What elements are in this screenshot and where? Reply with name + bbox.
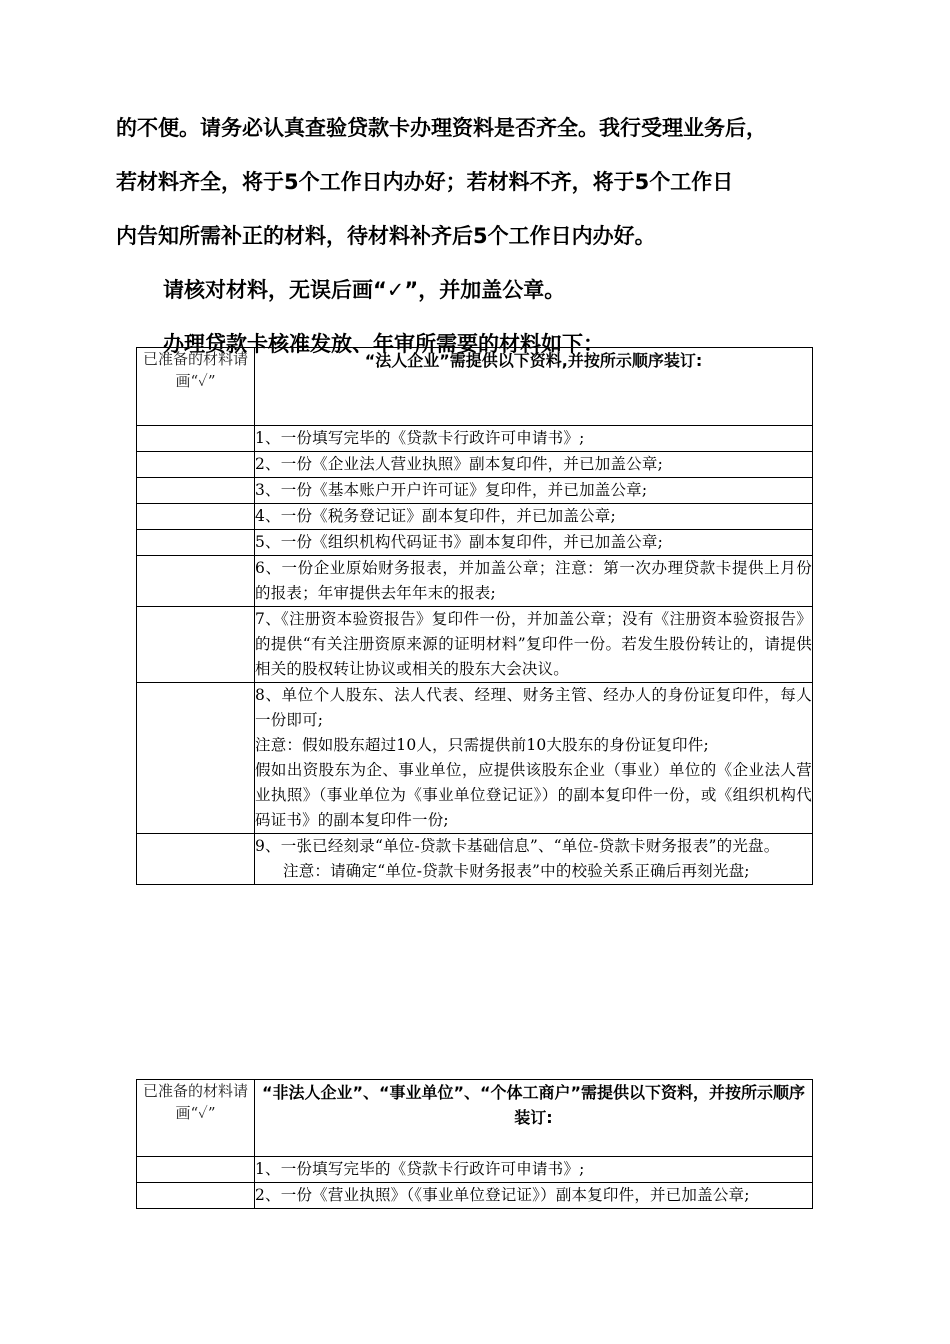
material-item xyxy=(255,1157,813,1183)
check-cell[interactable] xyxy=(137,504,255,530)
material-item-text: 1、一份填写完毕的《贷款卡行政许可申请书》; xyxy=(255,1160,585,1178)
table-title: “非法人企业”、“事业单位”、“个体工商户”需提供以下资料，并按所示顺序装订: xyxy=(255,1080,813,1157)
material-item-text: 9、一张已经刻录“单位-贷款卡基础信息”、“单位-贷款卡财务报表”的光盘。 xyxy=(255,837,780,855)
check-cell[interactable] xyxy=(137,1183,255,1209)
check-cell[interactable] xyxy=(137,530,255,556)
material-item xyxy=(255,478,813,504)
intro-line-4: 请核对材料，无误后画“✓”，并加盖公章。 xyxy=(163,278,566,302)
check-cell[interactable] xyxy=(137,1157,255,1183)
material-item-text: 8、单位个人股东、法人代表、经理、财务主管、经办人的身份证复印件，每人一份即可; xyxy=(255,686,812,729)
table-row xyxy=(137,683,813,834)
check-cell[interactable] xyxy=(137,452,255,478)
check-cell[interactable] xyxy=(137,426,255,452)
material-item-text: 4、一份《税务登记证》副本复印件，并已加盖公章; xyxy=(255,507,616,525)
material-item-text: 注意：假如股东超过10人，只需提供前10大股东的身份证复印件; xyxy=(255,736,709,754)
check-cell[interactable] xyxy=(137,478,255,504)
material-item xyxy=(255,683,813,834)
intro-line-5: 办理贷款卡核准发放、年审所需要的材料如下： xyxy=(163,332,604,356)
table-header-row xyxy=(137,348,813,426)
material-item-text: 注意：请确定“单位-贷款卡财务报表”中的校验关系正确后再刻光盘; xyxy=(283,862,750,880)
table-title: “法人企业”需提供以下资料,并按所示顺序装订: xyxy=(255,348,813,426)
non-legal-entity-materials-table xyxy=(136,1079,813,1209)
table-row xyxy=(137,607,813,683)
material-item-text: 2、一份《企业法人营业执照》副本复印件，并已加盖公章; xyxy=(255,455,663,473)
material-item-text: 3、一份《基本账户开户许可证》复印件，并已加盖公章; xyxy=(255,481,648,499)
check-cell[interactable] xyxy=(137,556,255,607)
material-item xyxy=(255,834,813,885)
material-item-text: 6、一份企业原始财务报表，并加盖公章；注意：第一次办理贷款卡提供上月份的报表；年审提供去年年末的报表; xyxy=(255,559,812,602)
table-row xyxy=(137,452,813,478)
check-column-header: 已准备的材料请画“✓” xyxy=(137,1080,255,1157)
table-row xyxy=(137,504,813,530)
table-row xyxy=(137,530,813,556)
material-item xyxy=(255,530,813,556)
material-item-text: 1、一份填写完毕的《贷款卡行政许可申请书》; xyxy=(255,429,585,447)
table-row xyxy=(137,1157,813,1183)
intro-line-1: 的不便。请务必认真查验贷款卡办理资料是否齐全。我行受理业务后， xyxy=(116,116,767,140)
material-item xyxy=(255,607,813,683)
material-item xyxy=(255,1183,813,1209)
table-header-row xyxy=(137,1080,813,1157)
table-row xyxy=(137,1183,813,1209)
material-item xyxy=(255,556,813,607)
material-item-text: 假如出资股东为企、事业单位，应提供该股东企业（事业）单位的《企业法人营业执照》（事业单位为《事业单位登记证》）的副本复印件一份，或《组织机构代码证书》的副本复印件一份; xyxy=(255,761,812,829)
table-row xyxy=(137,426,813,452)
material-item xyxy=(255,504,813,530)
intro-line-3: 内告知所需补正的材料，待材料补齐后5个工作日内办好。 xyxy=(116,224,656,248)
check-column-header: 已准备的材料请画“✓” xyxy=(137,348,255,426)
check-cell[interactable] xyxy=(137,834,255,885)
check-cell[interactable] xyxy=(137,607,255,683)
intro-line-2: 若材料齐全，将于5个工作日内办好；若材料不齐，将于5个工作日 xyxy=(116,170,734,194)
material-item-text: 7、《注册资本验资报告》复印件一份，并加盖公章；没有《注册资本验资报告》的提供“有关注册资原来源的证明材料”复印件一份。若发生股份转让的，请提供相关的股权转让协议或相关的股东大会决议。 xyxy=(255,610,812,678)
check-cell[interactable] xyxy=(137,683,255,834)
material-item xyxy=(255,426,813,452)
material-item-text: 2、一份《营业执照》（《事业单位登记证》）副本复印件，并已加盖公章; xyxy=(255,1186,750,1204)
material-item-text: 5、一份《组织机构代码证书》副本复印件，并已加盖公章; xyxy=(255,533,663,551)
table-row xyxy=(137,834,813,885)
material-item xyxy=(255,452,813,478)
legal-entity-materials-table xyxy=(136,347,813,885)
table-row xyxy=(137,556,813,607)
intro-text xyxy=(116,101,856,371)
table-row xyxy=(137,478,813,504)
